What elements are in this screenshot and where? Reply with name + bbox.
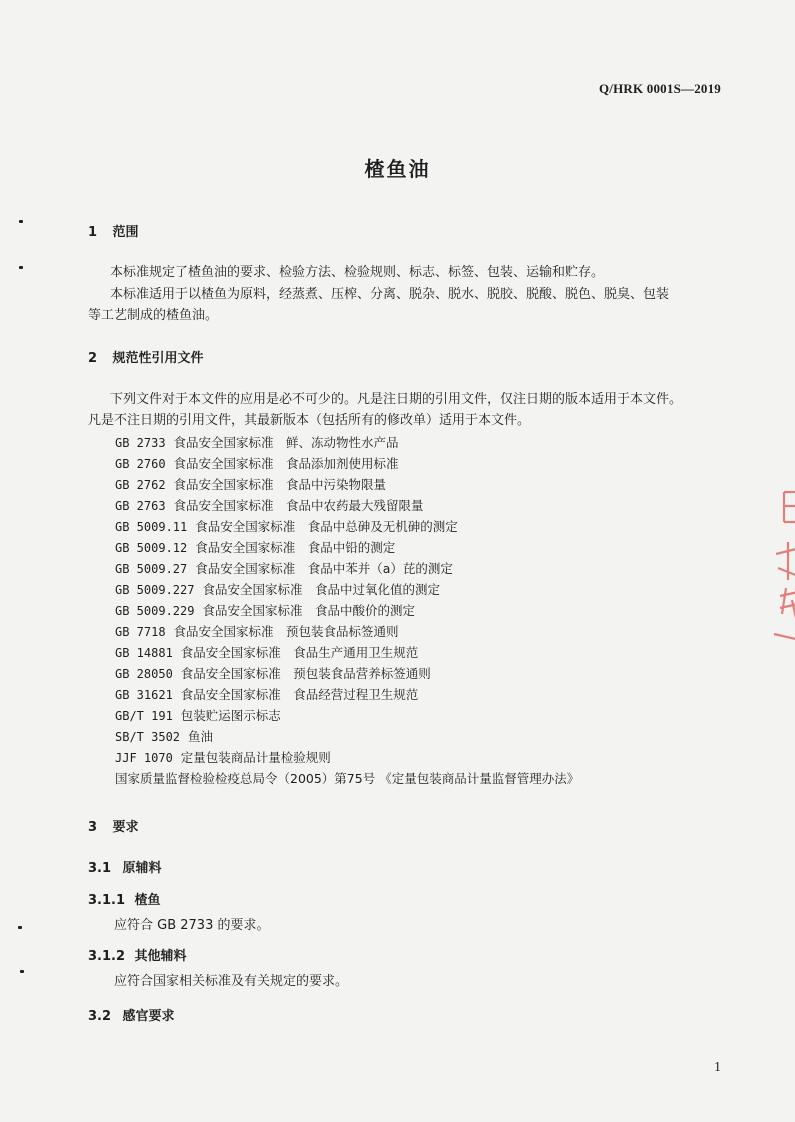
reference-title: 食品安全国家标准 食品经营过程卫生规范: [180, 687, 419, 702]
section-3-1-2-number: 3.1.2: [88, 949, 126, 964]
reference-code: GB 2762: [115, 478, 166, 492]
reference-title: 食品安全国家标准 食品中苯并（a）芘的测定: [195, 561, 453, 576]
reference-code: GB 5009.229: [115, 604, 195, 618]
reference-item: [115, 496, 424, 514]
section-1-heading: [88, 221, 139, 240]
document-title: 楂鱼油: [364, 157, 431, 181]
reference-title: 食品安全国家标准 鲜、冻动物性水产品: [173, 435, 399, 450]
section-1-title: 范围: [112, 225, 139, 240]
section-1-para-2-line-1: 本标准适用于以楂鱼为原料，经蒸煮、压榨、分离、脱杂、脱水、脱胶、脱酸、脱色、脱臭、包装: [110, 287, 670, 302]
page-number: 1: [714, 1060, 721, 1075]
scan-speck: [20, 970, 24, 973]
reference-item: [115, 685, 418, 703]
red-seal-stamp: [772, 484, 795, 654]
reference-title: 食品安全国家标准 食品中铅的测定: [195, 540, 396, 555]
section-3-1-1-heading: [88, 889, 161, 908]
section-3-1-2-text: 应符合国家相关标准及有关规定的要求。: [114, 974, 349, 989]
reference-title: 食品安全国家标准 预包装食品营养标签通则: [180, 666, 431, 681]
reference-code: GB 14881: [115, 646, 173, 660]
reference-title: 食品安全国家标准 食品中总砷及无机砷的测定: [195, 519, 458, 534]
reference-item: [115, 727, 213, 745]
standard-code: Q/HRK 0001S—2019: [598, 81, 721, 96]
reference-title: 包装贮运图示标志: [180, 708, 281, 723]
section-1-para-1: 本标准规定了楂鱼油的要求、检验方法、检验规则、标志、标签、包装、运输和贮存。: [110, 265, 605, 280]
reference-title: 食品安全国家标准 食品中污染物限量: [173, 477, 387, 492]
reference-code: GB 2763: [115, 499, 166, 513]
scan-speck: [19, 220, 23, 223]
scan-speck: [18, 926, 22, 929]
section-3-1-heading: [88, 857, 162, 876]
section-3-1-2-heading: [88, 945, 187, 964]
reference-title: 食品安全国家标准 食品中农药最大残留限量: [173, 498, 424, 513]
scan-speck: [19, 266, 23, 269]
section-2-para-line-2: 凡是不注日期的引用文件，其最新版本（包括所有的修改单）适用于本文件。: [88, 413, 531, 428]
reference-item: [115, 622, 399, 640]
section-3-2-title: 感官要求: [122, 1009, 175, 1024]
reference-item: [115, 706, 281, 724]
reference-item: [115, 454, 399, 472]
section-3-1-2-title: 其他辅料: [134, 949, 187, 964]
section-1-para-2-line-2: 等工艺制成的楂鱼油。: [88, 308, 219, 323]
reference-item: [115, 559, 453, 577]
reference-code: GB 5009.27: [115, 562, 188, 576]
section-2-title: 规范性引用文件: [112, 351, 204, 366]
reference-item: [115, 517, 458, 535]
reference-item: [115, 643, 418, 661]
reference-item: [115, 748, 331, 766]
reference-code: GB 7718: [115, 625, 166, 639]
reference-code: JJF 1070: [115, 751, 173, 765]
reference-code: GB 5009.11: [115, 520, 188, 534]
reference-code: GB/T 191: [115, 709, 173, 723]
reference-code: GB 28050: [115, 667, 173, 681]
section-2-heading: [88, 347, 204, 366]
reference-title: 鱼油: [187, 729, 213, 744]
reference-code: GB 5009.12: [115, 541, 188, 555]
reference-code: SB/T 3502: [115, 730, 181, 744]
section-3-title: 要求: [112, 820, 139, 835]
reference-item: [115, 664, 431, 682]
section-3-1-number: 3.1: [88, 861, 112, 876]
section-2-para-line-1: 下列文件对于本文件的应用是必不可少的。凡是注日期的引用文件，仅注日期的版本适用于本文件。: [110, 392, 683, 407]
reference-item: [115, 601, 415, 619]
reference-title: 食品安全国家标准 预包装食品标签通则: [173, 624, 399, 639]
reference-code: GB 31621: [115, 688, 173, 702]
section-3-2-heading: [88, 1005, 175, 1024]
reference-title: 国家质量监督检验检疫总局令（2005）第75号 《定量包装商品计量监督管理办法》: [115, 771, 580, 786]
section-3-1-1-number: 3.1.1: [88, 893, 126, 908]
reference-title: 定量包装商品计量检验规则: [180, 750, 331, 765]
reference-item: [115, 433, 399, 451]
section-3-1-1-text: 应符合 GB 2733 的要求。: [114, 918, 270, 933]
section-1-number: 1: [88, 225, 98, 240]
section-3-1-title: 原辅料: [122, 861, 162, 876]
section-3-number: 3: [88, 820, 98, 835]
reference-code: GB 2760: [115, 457, 166, 471]
section-3-1-1-title: 楂鱼: [134, 893, 161, 908]
section-3-2-number: 3.2: [88, 1009, 112, 1024]
reference-item: [115, 580, 440, 598]
reference-title: 食品安全国家标准 食品生产通用卫生规范: [180, 645, 419, 660]
reference-item: [115, 538, 395, 556]
reference-title: 食品安全国家标准 食品中酸价的测定: [202, 603, 415, 618]
reference-item: [115, 475, 386, 493]
section-2-number: 2: [88, 351, 98, 366]
section-3-heading: [88, 816, 139, 835]
reference-title: 食品安全国家标准 食品中过氧化值的测定: [202, 582, 440, 597]
reference-code: GB 2733: [115, 436, 166, 450]
reference-code: GB 5009.227: [115, 583, 195, 597]
reference-title: 食品安全国家标准 食品添加剂使用标准: [173, 456, 399, 471]
reference-item: [115, 769, 579, 787]
